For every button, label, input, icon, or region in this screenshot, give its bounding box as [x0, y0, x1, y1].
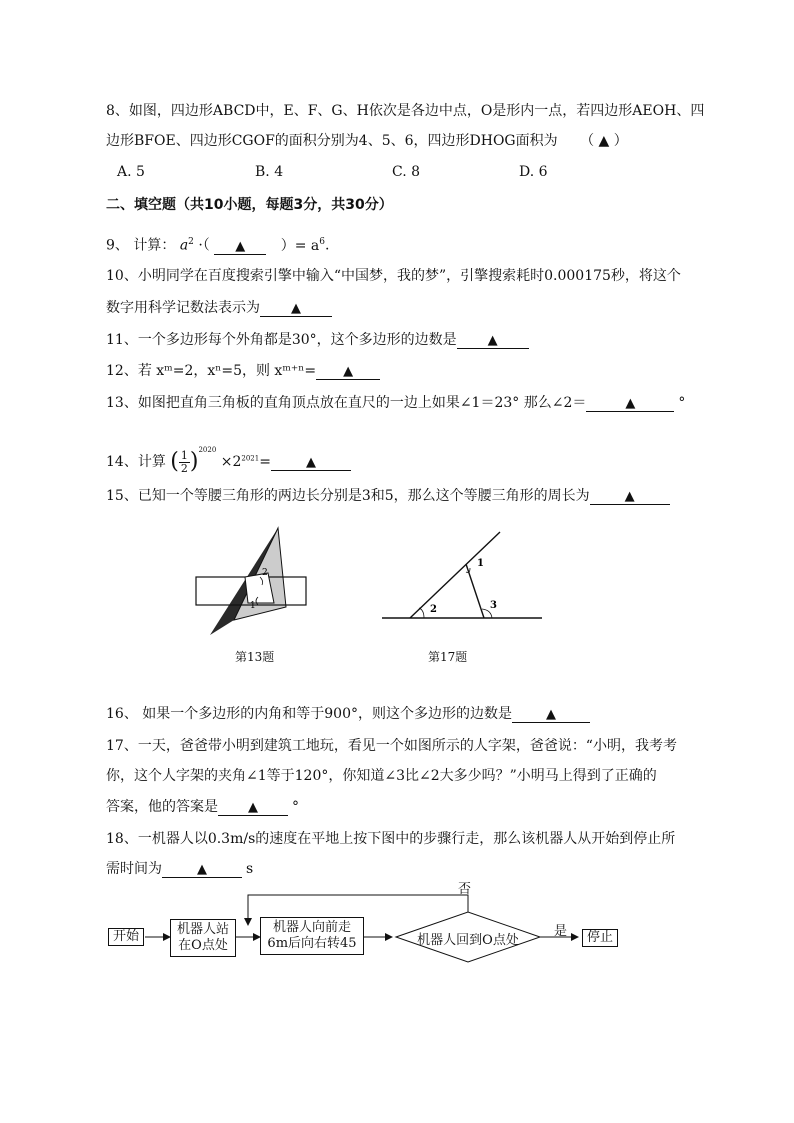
q9-dot: .: [324, 237, 330, 254]
q11-answer-blank[interactable]: [457, 332, 529, 349]
flow-stop-box: 停止: [582, 929, 618, 947]
q13: [106, 393, 685, 413]
figure-13: [190, 525, 310, 640]
q12-answer-blank[interactable]: [316, 363, 380, 380]
q16-text: 16、 如果一个多边形的内角和等于900°，则这个多边形的边数是: [106, 706, 512, 722]
q17-line3-text: 答案，他的答案是: [106, 799, 218, 815]
fig13-caption: 第13题: [235, 650, 275, 664]
flow-step2-line2: 6m后向右转45: [267, 936, 357, 951]
q8-option-c: C. 8: [392, 164, 421, 180]
q14-frac-den: 2: [180, 461, 188, 475]
flow-decision-label: 机器人回到O点处: [417, 933, 519, 948]
q16-answer-blank[interactable]: [512, 706, 590, 723]
flow-start-box: 开始: [108, 928, 144, 946]
q16-marker: ▲: [546, 707, 556, 722]
q17-marker: ▲: [248, 800, 258, 815]
q9-end: ）= a: [280, 237, 320, 254]
q14-exp1: 2020: [198, 446, 217, 454]
q14-prefix: 14、计算: [106, 454, 166, 470]
q14-times: ×2: [220, 454, 242, 470]
flow-step2-box: [260, 917, 364, 955]
q17-suffix: °: [292, 799, 299, 815]
q13-text: 13、如图把直角三角板的直角顶点放在直尺的一边上如果∠1＝23° 那么∠2＝: [106, 395, 587, 411]
q9-end-exp: 6: [319, 237, 325, 247]
q14-fraction: [179, 450, 190, 475]
flow-step1-box: [170, 919, 236, 957]
q10-line2: [106, 298, 332, 318]
q14-marker: ▲: [305, 455, 316, 470]
q8-option-d: D. 6: [519, 164, 548, 180]
q15: [106, 486, 670, 506]
flow-step1-line2: 在O点处: [178, 938, 228, 953]
q11-text: 11、一个多边形每个外角都是30°，这个多边形的边数是: [106, 332, 457, 348]
q14-frac-num: 1: [180, 448, 188, 462]
q9-base: a: [179, 237, 189, 254]
flow-no-label: 否: [458, 882, 472, 897]
q16: [106, 704, 590, 724]
fig13-label-1: 1: [250, 601, 256, 611]
q10-marker: ▲: [291, 301, 301, 316]
q18-line2-text: 需时间为: [106, 861, 162, 877]
q8-option-a: A. 5: [117, 164, 145, 180]
q17-answer-blank[interactable]: [218, 799, 288, 816]
fig17-left-leg: [410, 532, 500, 618]
q18-line1: 18、一机器人以0.3m/s的速度在平地上按下图中的步骤行走，那么该机器人从开始到停止所: [106, 831, 676, 847]
q9-exp: 2: [188, 237, 194, 247]
flow-yes-label: 是: [554, 924, 568, 939]
figure-17: [380, 528, 545, 628]
q8-option-b: B. 4: [255, 164, 284, 180]
q8-line2-text: 边形BFOE、四边形CGOF的面积分别为4、5、6，四边形DHOG面积为: [106, 133, 558, 149]
q13-marker: ▲: [625, 396, 636, 411]
q12: [106, 361, 380, 381]
q15-marker: ▲: [624, 489, 635, 504]
q8-line1: 8、如图，四边形ABCD中，E、F、G、H依次是各边中点，O是形内一点，若四边形AEOH、四: [106, 103, 705, 119]
q11-marker: ▲: [487, 333, 498, 348]
q14-eq: =: [259, 454, 271, 470]
q9: [106, 232, 329, 256]
q12-marker: ▲: [343, 364, 354, 379]
q15-answer-blank[interactable]: [590, 488, 670, 505]
flow-step1-line1: 机器人站: [176, 922, 229, 937]
q18-suffix: s: [246, 861, 254, 877]
fig17-label-1: 1: [477, 558, 484, 569]
flow-step2-line1: 机器人向前走: [272, 920, 351, 935]
q9-answer-blank[interactable]: [214, 238, 266, 255]
q10-answer-blank[interactable]: [260, 300, 332, 317]
q10-line2-text: 数字用科学记数法表示为: [106, 300, 260, 316]
q18-marker: ▲: [197, 862, 207, 877]
q13-answer-blank[interactable]: [586, 395, 674, 412]
q10-line1: 10、小明同学在百度搜索引擎中输入“中国梦，我的梦”，引擎搜索耗时0.000175秒，将这个: [106, 268, 681, 284]
q17-line2: 你，这个人字架的夹角∠1等于120°，你知道∠3比∠2大多少吗？”小明马上得到了正确的: [106, 768, 657, 784]
fig17-label-2: 2: [430, 604, 437, 615]
q13-suffix: °: [678, 395, 686, 411]
fig17-caption: 第17题: [428, 650, 468, 664]
fig17-label-3: 3: [490, 600, 497, 611]
q15-text: 15、已知一个等腰三角形的两边长分别是3和5，那么这个等腰三角形的周长为: [106, 488, 590, 504]
q14-answer-blank[interactable]: [271, 454, 351, 471]
q17-line1: 17、一天，爸爸带小明到建筑工地玩，看见一个如图所示的人字架，爸爸说：“小明，我考考: [106, 738, 677, 754]
q8-line2: [106, 131, 628, 151]
fig13-label-2: 2: [262, 568, 268, 578]
q9-mid: ·（: [198, 237, 210, 254]
q12-text: 12、若 xᵐ=2，xⁿ=5，则 xᵐ⁺ⁿ=: [106, 363, 317, 379]
q14: 14、计算 ( $\frac{1}{2}$ )$^{2020} \times 2^{2021}=$ ▲: [106, 436, 351, 476]
q9-marker: ▲: [235, 238, 246, 254]
q8-answer-marker: （ ▲ ）: [580, 133, 628, 149]
q14-exp2: 2021: [241, 454, 260, 463]
section-2-title: 二、填空题（共10小题，每题3分，共30分）: [106, 197, 393, 213]
q17-line3: [106, 797, 299, 817]
q9-prefix: 9、 计算：: [106, 237, 176, 254]
q11: [106, 330, 529, 350]
